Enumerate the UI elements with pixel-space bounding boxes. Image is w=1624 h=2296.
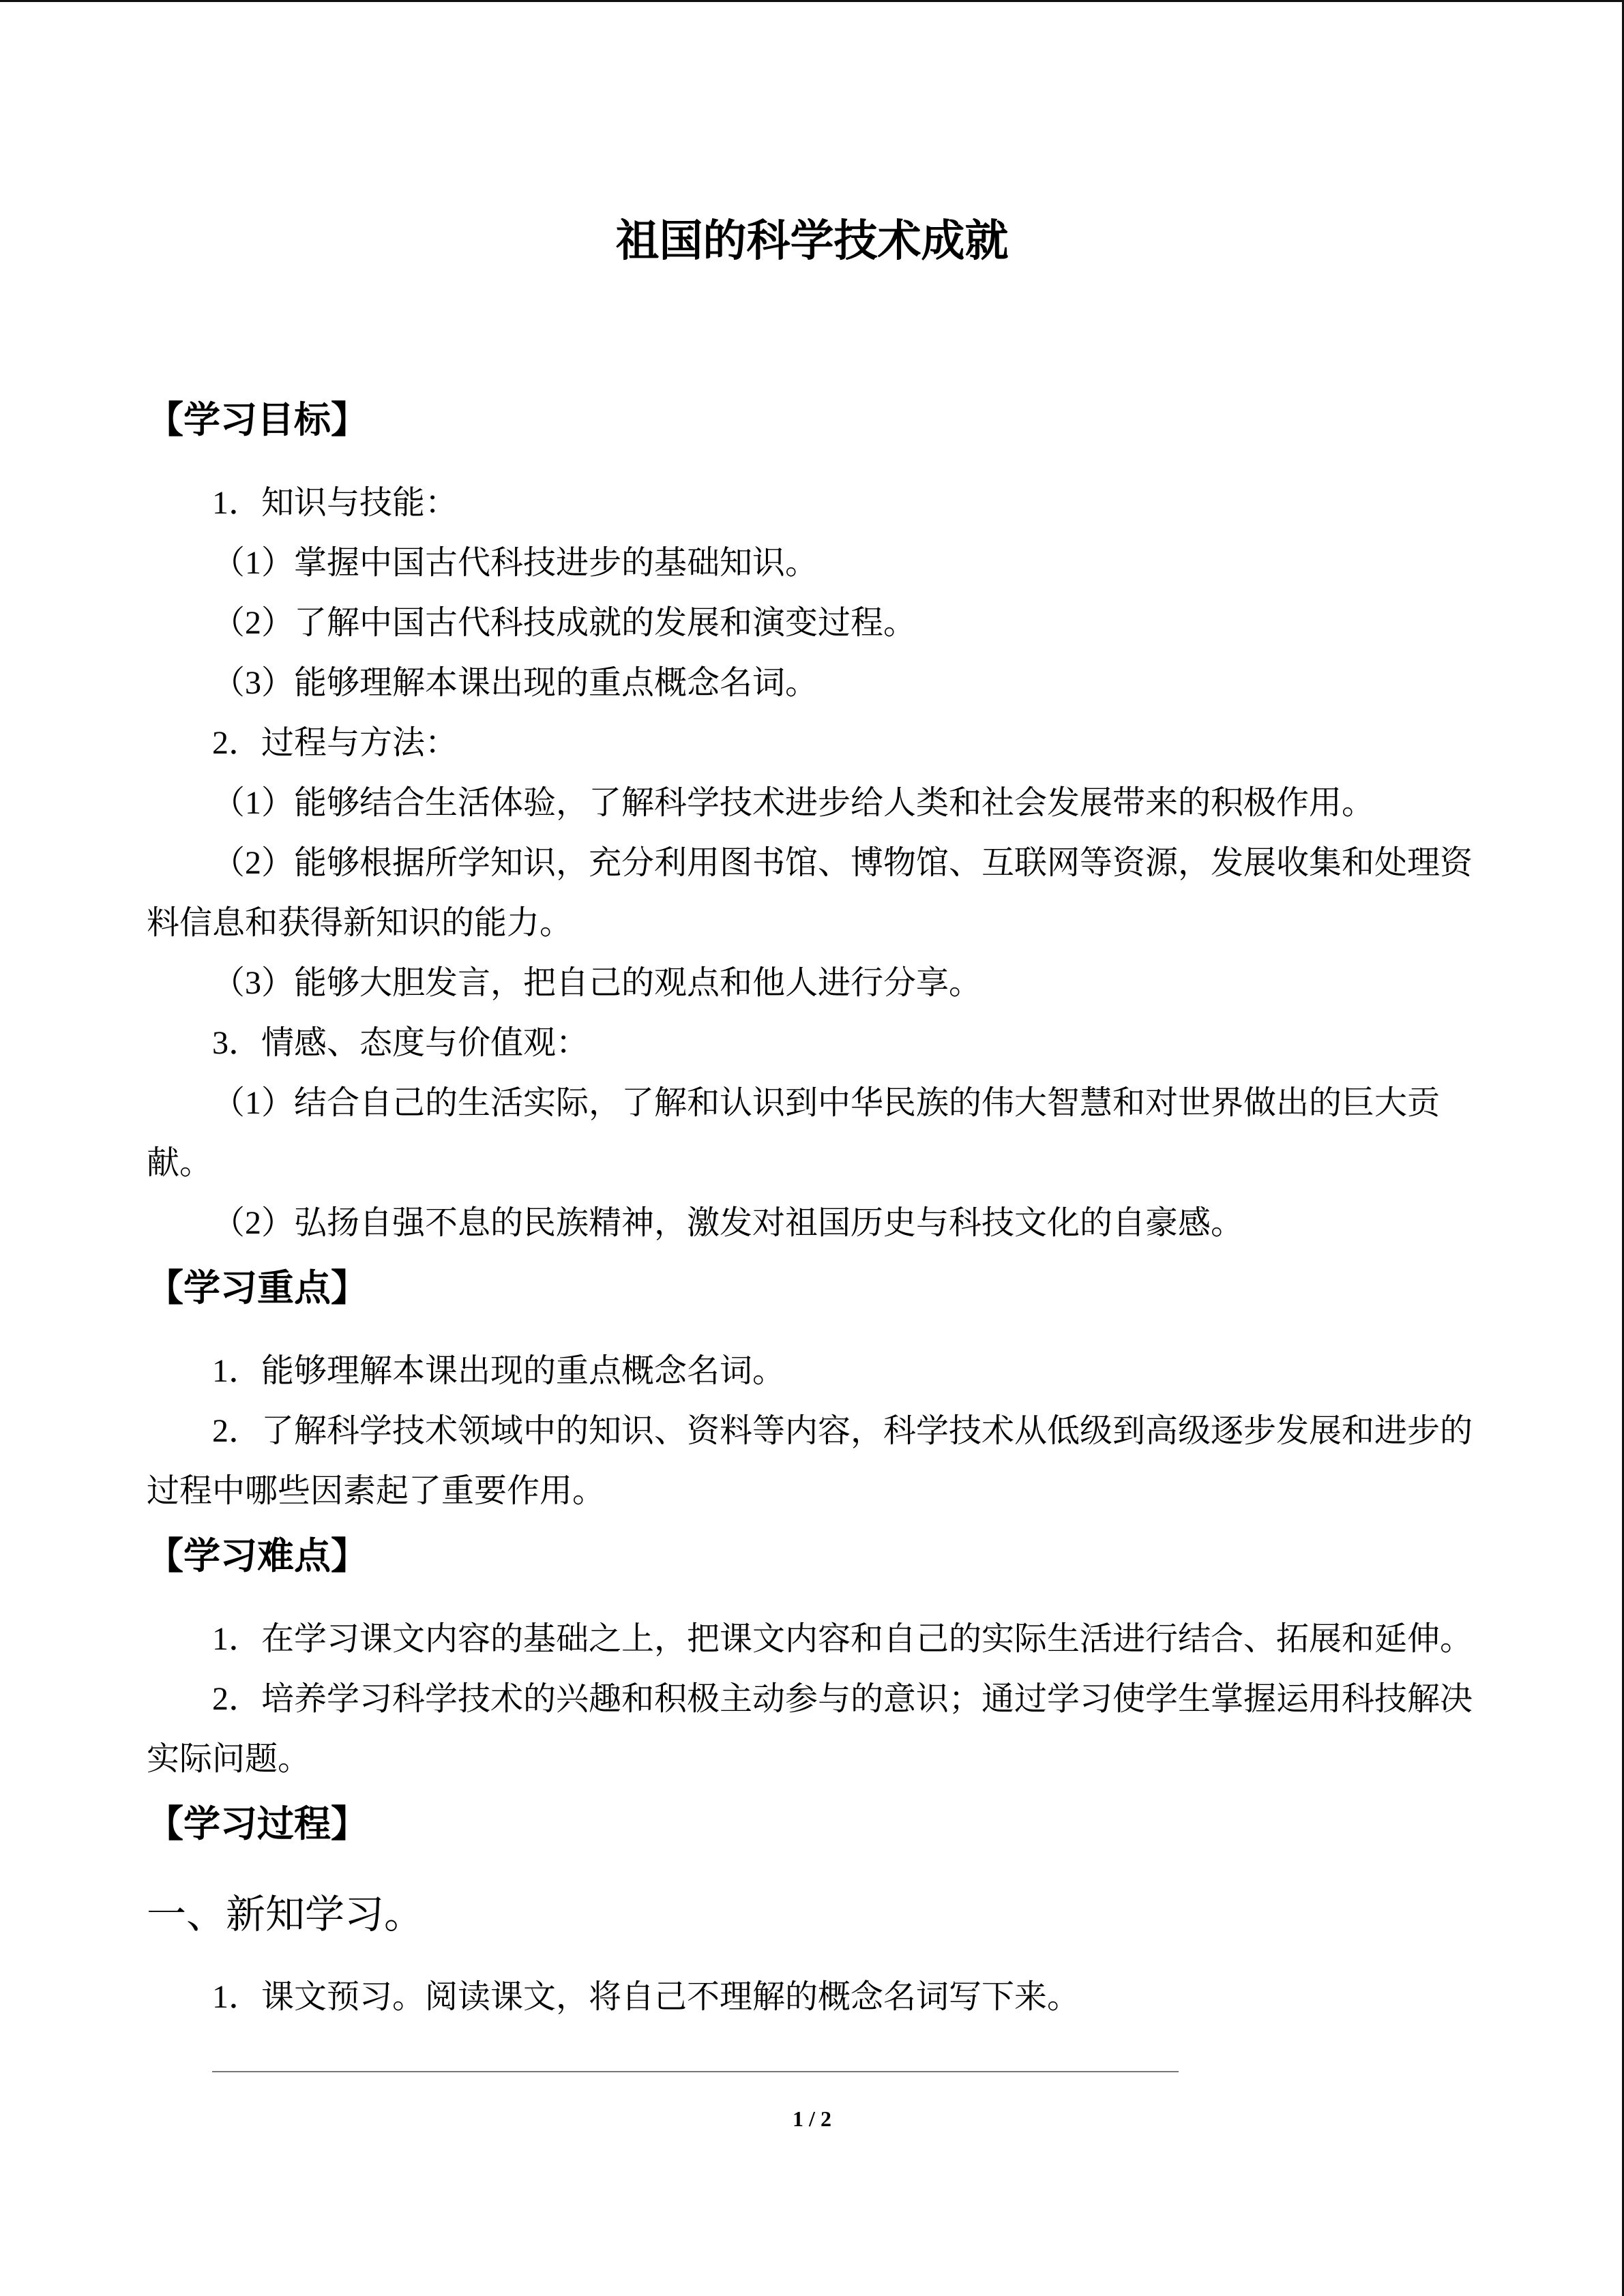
section-heading: 【学习目标】 (147, 398, 368, 441)
paragraph (147, 1609, 1473, 1669)
paragraph-line: 2．过程与方法： (212, 725, 458, 761)
paragraph (147, 1341, 1473, 1401)
paragraph-line: （1）能够结合生活体验，了解科学技术进步给人类和社会发展带来的积极作用。 (212, 785, 1375, 821)
paragraph-line: 2．了解科学技术领域中的知识、资料等内容，科学技术从低级到高级逐步发展和进步的 (212, 1413, 1473, 1449)
paragraph (147, 833, 1473, 953)
paragraph (147, 593, 1473, 653)
paragraph-line: （2）能够根据所学知识，充分利用图书馆、博物馆、互联网等资源，发展收集和处理资 (212, 845, 1473, 881)
paragraph (147, 1967, 1473, 2027)
section-heading: 【学习重点】 (147, 1266, 368, 1309)
section-heading: 【学习过程】 (147, 1802, 368, 1845)
page-number: 1 / 2 (793, 2106, 831, 2131)
paragraph-line: （1）结合自己的生活实际，了解和认识到中华民族的伟大智慧和对世界做出的巨大贡 (212, 1085, 1441, 1121)
paragraph (147, 1013, 1473, 1073)
paragraph (147, 473, 1473, 533)
paragraph-line: （3）能够大胆发言，把自己的观点和他人进行分享。 (212, 965, 982, 1001)
paragraph (147, 1401, 1473, 1521)
section-learning-process (147, 1794, 1473, 2027)
paragraph-line: （2）了解中国古代科技成就的发展和演变过程。 (212, 605, 917, 641)
paragraph-line: 料信息和获得新知识的能力。 (147, 905, 573, 941)
document-body (147, 390, 1473, 2027)
footer-rule (212, 2071, 1179, 2072)
subsection-heading: 一、新知学习。 (147, 1892, 424, 1937)
paragraph-line: （2）弘扬自强不息的民族精神，激发对祖国历史与科技文化的自豪感。 (212, 1205, 1244, 1241)
paragraph-line: 1．能够理解本课出现的重点概念名词。 (212, 1353, 786, 1389)
paragraph (147, 773, 1473, 833)
paragraph-line: 1．知识与技能： (212, 485, 458, 521)
paragraph-line: 1．在学习课文内容的基础之上，把课文内容和自己的实际生活进行结合、拓展和延伸。 (212, 1621, 1473, 1657)
paragraph-line: 2．培养学习科学技术的兴趣和积极主动参与的意识；通过学习使学生掌握运用科技解决 (212, 1681, 1473, 1717)
section-key-points (147, 1258, 1473, 1521)
paragraph-line: 过程中哪些因素起了重要作用。 (147, 1473, 606, 1509)
paragraph (147, 713, 1473, 773)
paragraph-line: 献。 (147, 1145, 213, 1181)
paragraph (147, 1669, 1473, 1789)
paragraph-line: 1．课文预习。阅读课文，将自己不理解的概念名词写下来。 (212, 1979, 1080, 2015)
section-heading: 【学习难点】 (147, 1534, 368, 1577)
paragraph-line: 3．情感、态度与价值观： (212, 1025, 589, 1061)
paragraph (147, 533, 1473, 593)
paragraph (147, 1193, 1473, 1253)
paragraph (147, 1073, 1473, 1193)
section-difficulties (147, 1526, 1473, 1789)
paragraph-line: （3）能够理解本课出现的重点概念名词。 (212, 665, 818, 701)
section-learning-objectives (147, 390, 1473, 1253)
paragraph-line: 实际问题。 (147, 1741, 311, 1777)
paragraph (147, 653, 1473, 713)
paragraph-line: （1）掌握中国古代科技进步的基础知识。 (212, 545, 818, 581)
paragraph (147, 953, 1473, 1013)
document-title: 祖国的科学技术成就 (615, 216, 1009, 267)
